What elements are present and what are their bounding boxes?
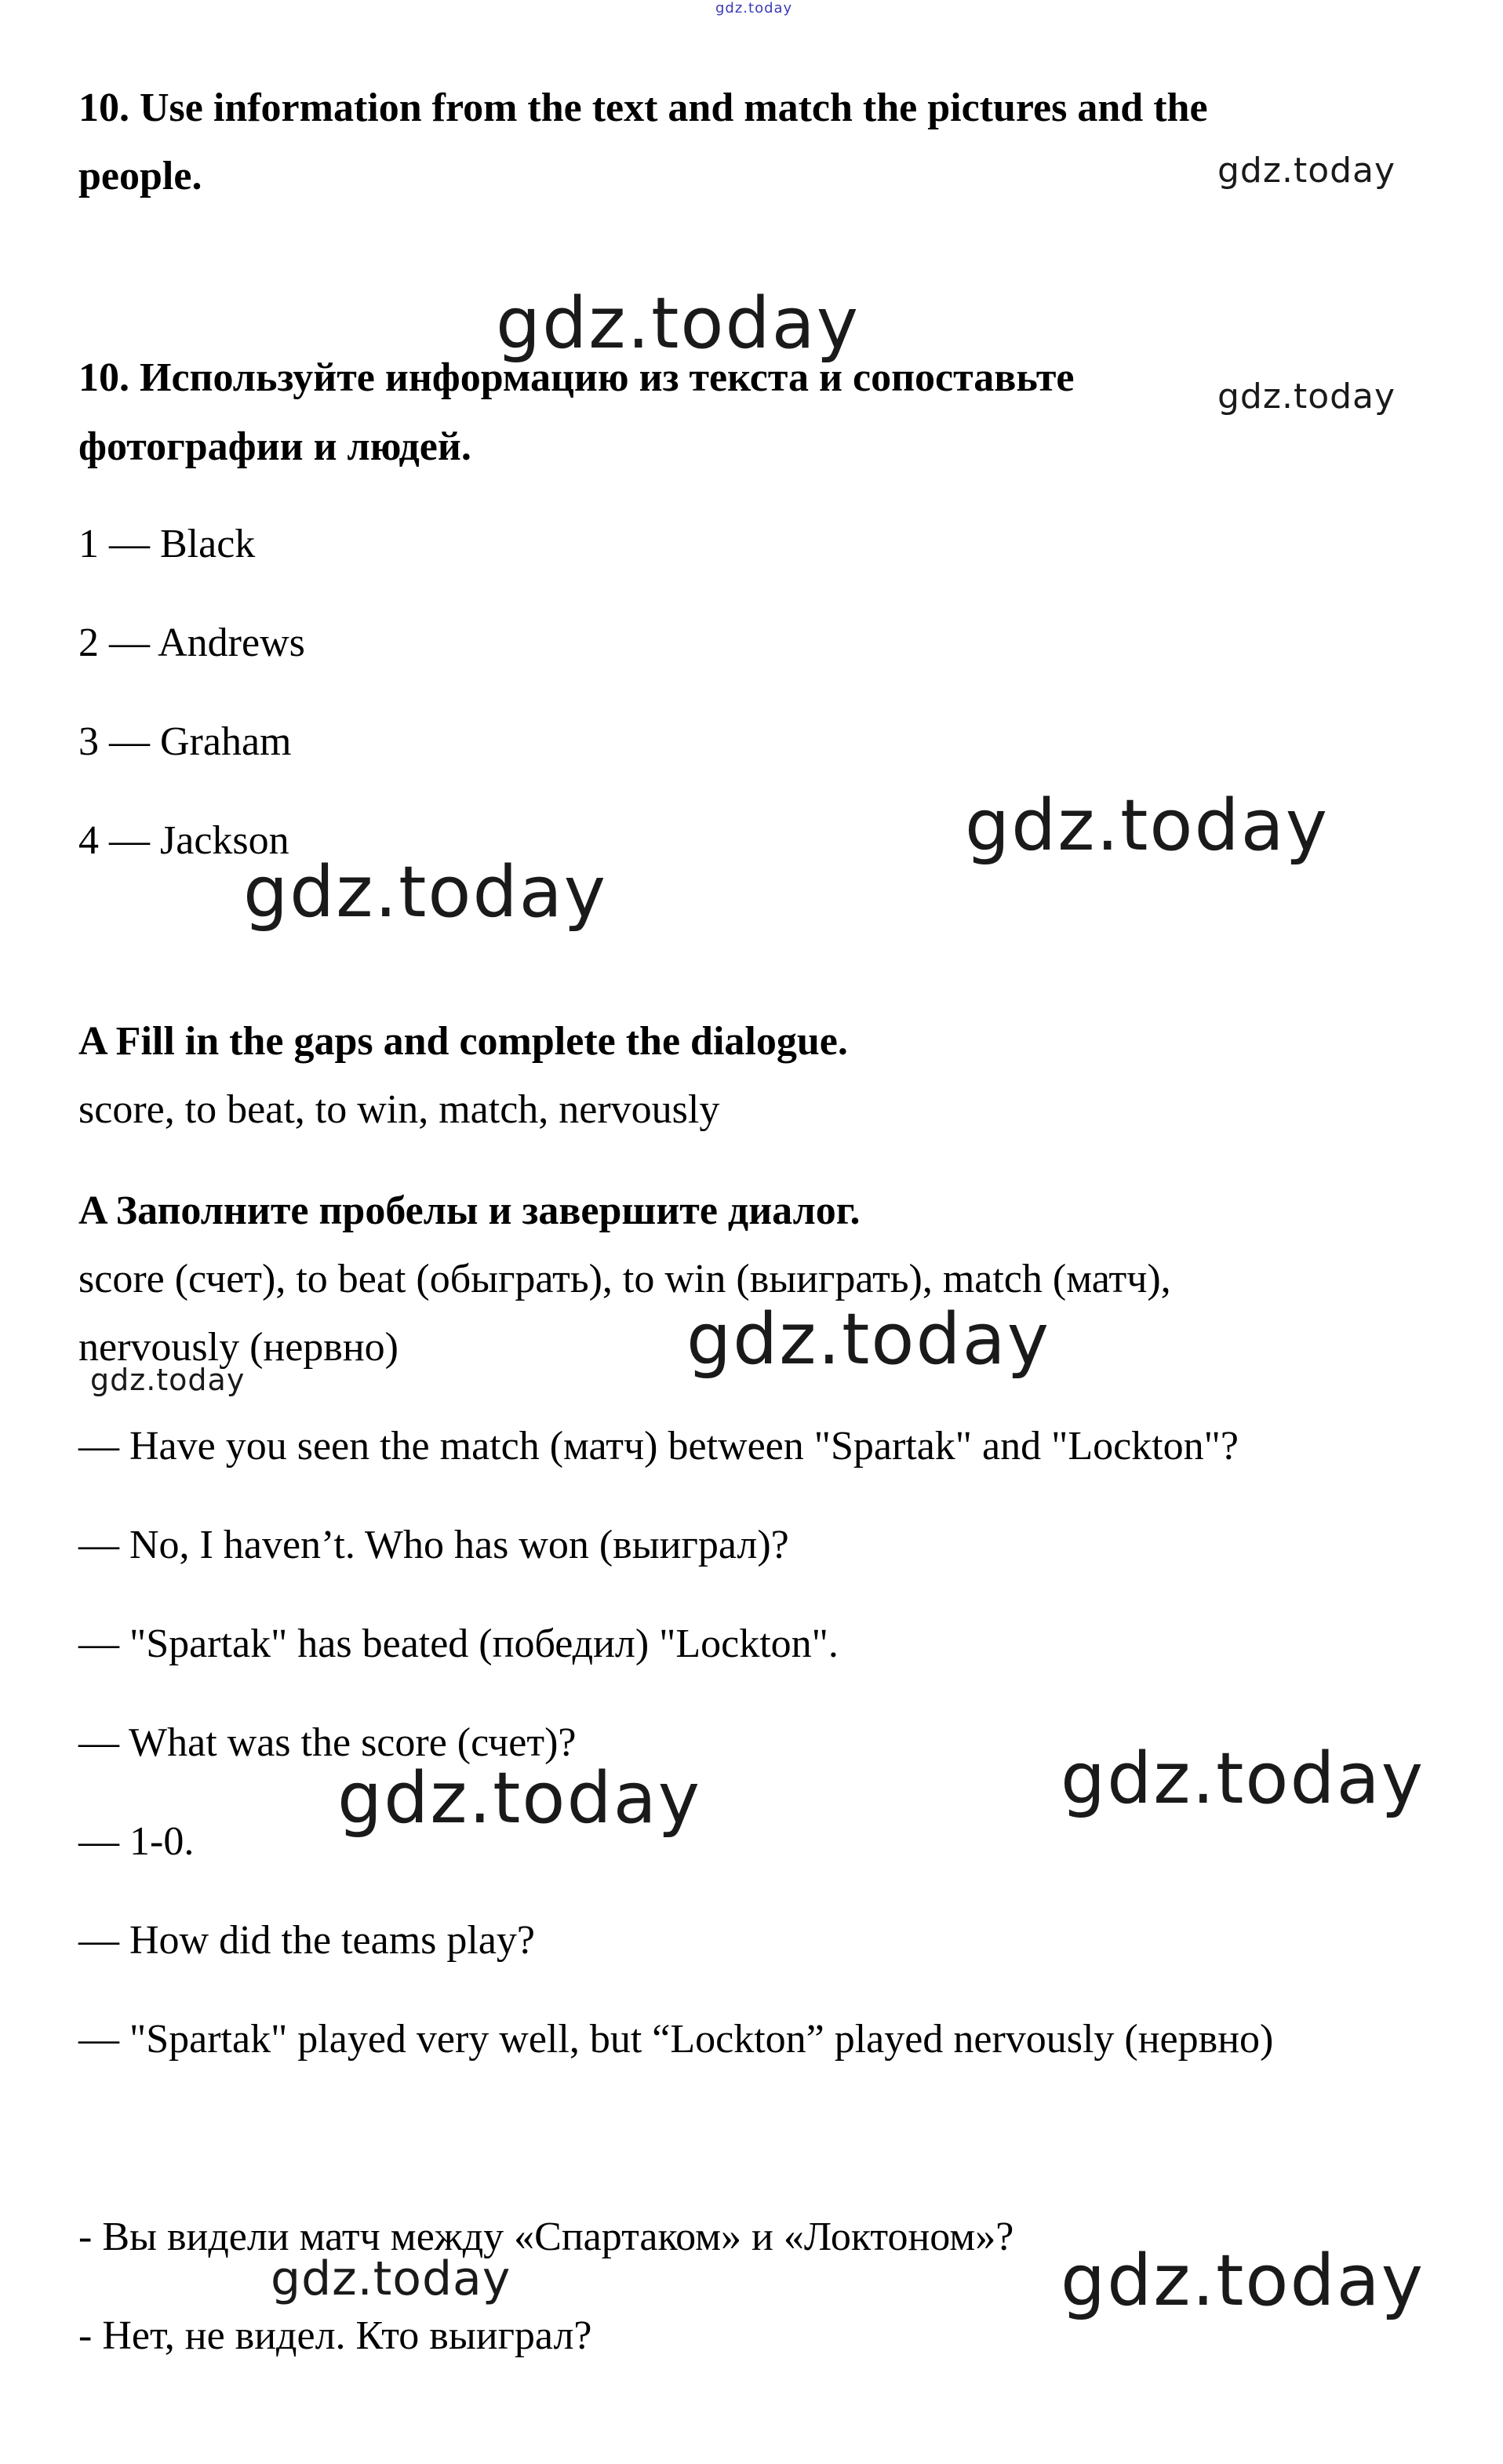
task10-heading-ru: 10. Используйте информацию из текста и сопоставьте — [78, 355, 1075, 400]
answer-item: 2 — Andrews — [78, 621, 305, 665]
taskA-words-ru-cont: nervously (нервно) — [78, 1325, 399, 1370]
dialogue-line: — What was the score (счет)? — [78, 1720, 577, 1765]
dialogue-line: — 1-0. — [78, 1819, 195, 1864]
task10-heading-en: 10. Use information from the text and match the pictures and the — [78, 86, 1208, 130]
watermark-top: gdz.today — [715, 0, 793, 16]
dialogue-line: — "Spartak" has beated (победил) "Lockton". — [78, 1621, 839, 1666]
taskA-heading-ru: A Заполните пробелы и завершите диалог. — [78, 1188, 861, 1233]
dialogue-line: — No, I haven’t. Who has won (выиграл)? — [78, 1523, 789, 1567]
watermark: gdz.today — [1217, 377, 1396, 417]
watermark: gdz.today — [686, 1298, 1051, 1381]
watermark: gdz.today — [1061, 2240, 1425, 2322]
answer-item: 1 — Black — [78, 522, 256, 566]
watermark: gdz.today — [337, 1757, 702, 1840]
watermark: gdz.today — [496, 282, 861, 365]
task10-heading-en-cont: people. — [78, 154, 202, 198]
answer-item: 4 — Jackson — [78, 818, 289, 863]
dialogue-line-ru: - Нет, не видел. Кто выиграл? — [78, 2313, 592, 2358]
watermark: gdz.today — [90, 1363, 246, 1397]
watermark: gdz.today — [243, 851, 608, 934]
taskA-words-ru: score (счет), to beat (обыграть), to win (выиграть), match (матч), — [78, 1257, 1171, 1301]
watermark: gdz.today — [271, 2251, 511, 2306]
task10-heading-ru-cont: фотографии и людей. — [78, 424, 471, 469]
answer-item: 3 — Graham — [78, 719, 292, 764]
watermark: gdz.today — [1061, 1738, 1425, 1820]
taskA-heading-en: A Fill in the gaps and complete the dialogue. — [78, 1019, 848, 1064]
dialogue-line-ru: - Вы видели матч между «Спартаком» и «Локтоном»? — [78, 2215, 1014, 2259]
dialogue-line: — How did the teams play? — [78, 1918, 535, 1963]
watermark: gdz.today — [965, 784, 1330, 867]
watermark: gdz.today — [1217, 151, 1396, 191]
dialogue-line: — "Spartak" played very well, but “Lockton” played nervously (нервно) — [78, 2017, 1274, 2062]
dialogue-line: — Have you seen the match (матч) between "Spartak" and "Lockton"? — [78, 1424, 1239, 1469]
taskA-words-en: score, to beat, to win, match, nervously — [78, 1087, 720, 1132]
